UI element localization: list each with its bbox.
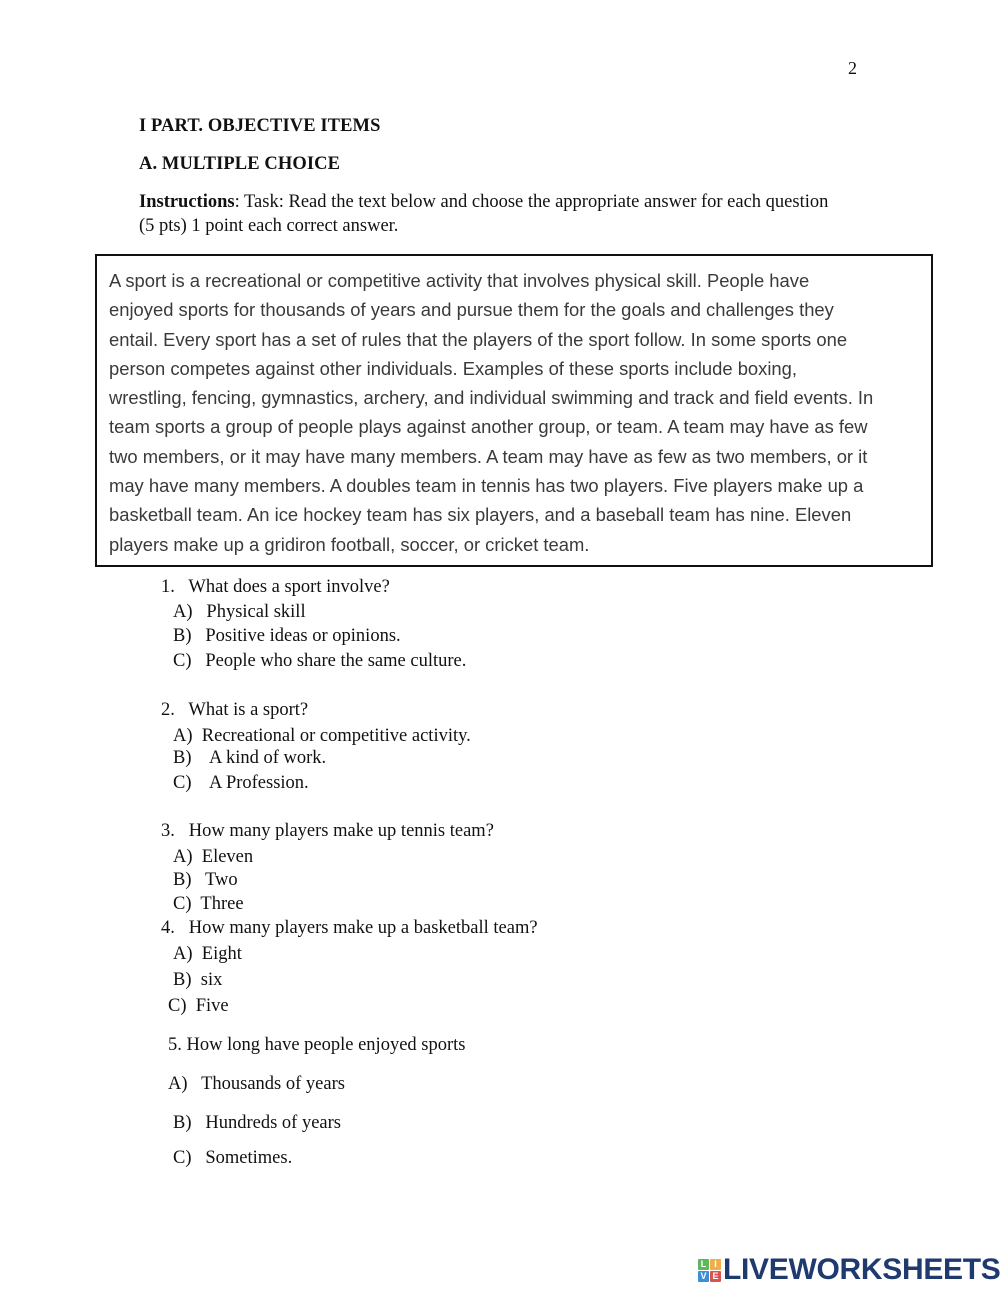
- option-text: Five: [195, 996, 229, 1016]
- reading-passage-box: [95, 254, 933, 567]
- instructions-line2: (5 pts) 1 point each correct answer.: [139, 216, 399, 236]
- question-2: [161, 700, 308, 721]
- option-letter: A): [173, 944, 193, 964]
- option-letter: B): [173, 748, 192, 768]
- q5-option-b[interactable]: [173, 1113, 341, 1134]
- option-text: Recreational or competitive activity.: [201, 726, 471, 746]
- option-letter: C): [173, 773, 192, 793]
- q2-option-a[interactable]: [173, 726, 471, 747]
- question-text: How long have people enjoyed sports: [186, 1035, 466, 1055]
- option-text: Two: [205, 870, 238, 890]
- passage-line: entail. Every sport has a set of rules that the players of the sport follow. In some sports one: [109, 328, 848, 350]
- passage-line: team sports a group of people plays against another group, or team. A team may have as few: [109, 416, 868, 438]
- q1-option-b[interactable]: [173, 626, 401, 647]
- question-number: 5.: [168, 1035, 182, 1055]
- tile-v: V: [698, 1271, 709, 1282]
- page-number: 2: [848, 58, 857, 78]
- q3-option-a[interactable]: [173, 847, 253, 868]
- q3-option-b[interactable]: [173, 870, 238, 891]
- option-text: Hundreds of years: [205, 1113, 341, 1133]
- passage-line: A sport is a recreational or competitive activity that involves physical skill. People have: [109, 270, 810, 291]
- option-text: Physical skill: [206, 602, 306, 622]
- instructions-label: Instructions: [139, 192, 235, 212]
- option-text: A kind of work.: [208, 748, 327, 768]
- option-letter: A): [173, 847, 193, 867]
- question-5: [168, 1035, 465, 1056]
- part-heading: I PART. OBJECTIVE ITEMS: [139, 116, 381, 136]
- option-letter: B): [173, 1113, 192, 1133]
- option-letter: C): [168, 996, 187, 1016]
- live-tiles-icon: [698, 1259, 721, 1282]
- option-text: People who share the same culture.: [205, 651, 467, 671]
- q4-option-a[interactable]: [173, 944, 242, 965]
- section-heading: A. MULTIPLE CHOICE: [139, 154, 341, 174]
- question-number: 4.: [161, 918, 175, 938]
- passage-line: person competes against other individuals. Examples of these sports include boxing,: [109, 357, 797, 379]
- option-letter: C): [173, 894, 192, 914]
- option-text: Three: [200, 894, 244, 914]
- tile-l: L: [698, 1259, 709, 1270]
- option-letter: A): [173, 726, 193, 746]
- q1-option-c[interactable]: [173, 651, 466, 672]
- passage-line: wrestling, fencing, gymnastics, archery, and individual swimming and track and field events. In: [109, 387, 874, 409]
- option-letter: A): [168, 1074, 188, 1094]
- passage-line: may have many members. A doubles team in tennis has two players. Five players make up a: [109, 475, 864, 497]
- q2-option-c[interactable]: [173, 773, 309, 794]
- liveworksheets-logo[interactable]: [698, 1253, 1000, 1286]
- option-text: Eleven: [201, 847, 254, 867]
- option-text: Positive ideas or opinions.: [205, 626, 401, 646]
- question-number: 2.: [161, 700, 175, 720]
- option-letter: C): [173, 1148, 192, 1168]
- question-text: What is a sport?: [188, 700, 309, 720]
- q1-option-a[interactable]: [173, 602, 306, 623]
- question-text: How many players make up tennis team?: [188, 821, 494, 841]
- option-letter: C): [173, 651, 192, 671]
- option-letter: B): [173, 870, 192, 890]
- passage-line: enjoyed sports for thousands of years and pursue them for the goals and challenges they: [109, 299, 834, 321]
- logo-text: LIVEWORKSHEETS: [723, 1253, 1000, 1286]
- question-1: [161, 577, 390, 598]
- question-3: [161, 821, 494, 842]
- option-text: Eight: [201, 944, 242, 964]
- option-text: Thousands of years: [201, 1074, 345, 1094]
- option-text: Sometimes.: [205, 1148, 293, 1168]
- q4-option-c[interactable]: [168, 996, 229, 1017]
- q4-option-b[interactable]: [173, 970, 222, 991]
- passage-line: two members, or it may have many members. A team may have as few as two members, or it: [109, 445, 868, 467]
- question-number: 3.: [161, 821, 175, 841]
- passage-line: basketball team. An ice hockey team has six players, and a baseball team has nine. Eleven: [109, 504, 852, 526]
- reading-passage: [109, 266, 929, 559]
- option-text: A Profession.: [208, 773, 309, 793]
- instructions: [139, 190, 899, 238]
- q5-option-a[interactable]: [168, 1074, 345, 1095]
- tile-i: I: [710, 1259, 721, 1270]
- option-text: six: [200, 970, 223, 990]
- question-4: [161, 918, 538, 939]
- question-text: What does a sport involve?: [188, 577, 390, 597]
- option-letter: A): [173, 602, 193, 622]
- q5-option-c[interactable]: [173, 1148, 292, 1169]
- option-letter: B): [173, 970, 192, 990]
- q2-option-b[interactable]: [173, 748, 326, 769]
- q3-option-c[interactable]: [173, 894, 244, 915]
- instructions-line1: : Task: Read the text below and choose the appropriate answer for each question: [234, 192, 829, 212]
- passage-line: players make up a gridiron football, soccer, or cricket team.: [109, 533, 590, 555]
- question-number: 1.: [161, 577, 175, 597]
- question-text: How many players make up a basketball team?: [188, 918, 538, 938]
- tile-e: E: [710, 1271, 721, 1282]
- option-letter: B): [173, 626, 192, 646]
